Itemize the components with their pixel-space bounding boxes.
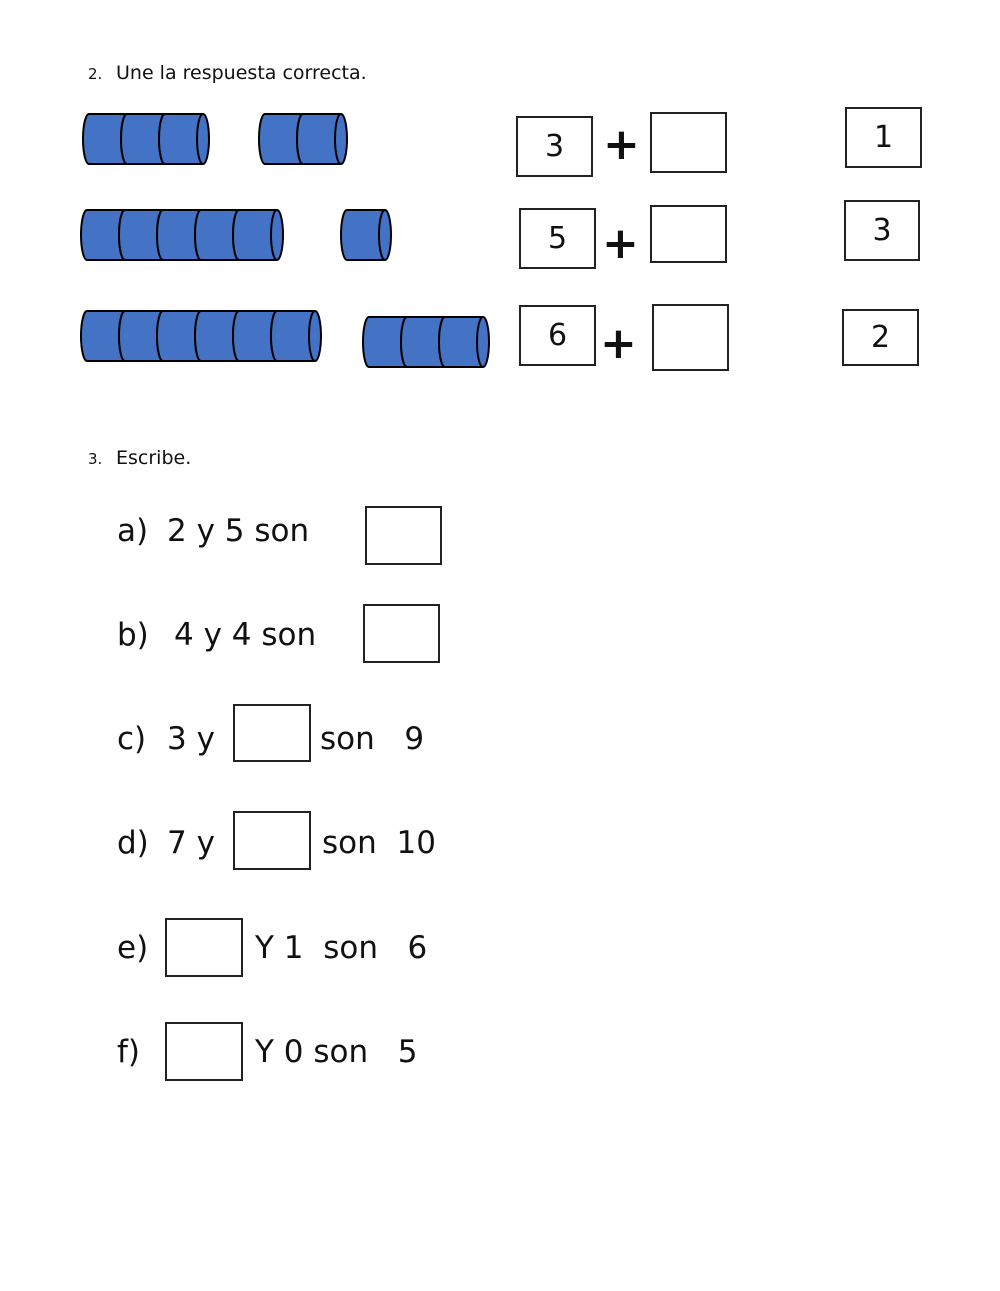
item-c-text: 3 y	[167, 721, 215, 757]
cubes-row-3-group-b	[360, 315, 500, 371]
linking-cube	[297, 114, 347, 164]
cubes-row-1-group-b	[256, 112, 356, 168]
given-number-box-row-3: 6	[519, 305, 596, 366]
exercise-3-instruction: Escribe.	[116, 447, 192, 469]
item-d-answer-field[interactable]	[233, 811, 311, 870]
exercise-2-number: 2.	[88, 65, 103, 83]
item-c-label: c)	[117, 721, 147, 757]
exercise-3-heading	[88, 447, 191, 469]
item-c-result: son 9	[320, 721, 425, 757]
linking-cube	[233, 210, 283, 260]
item-f-label: f)	[117, 1034, 141, 1070]
cubes-row-2-group-a	[78, 208, 293, 264]
item-d-label: d)	[117, 825, 149, 861]
item-e-label: e)	[117, 930, 149, 966]
given-number-box-row-2: 5	[519, 208, 596, 269]
item-d-result: son 10	[322, 825, 436, 861]
item-c-answer-field[interactable]	[233, 704, 311, 762]
answer-option-row-2[interactable]: 3	[844, 200, 920, 261]
linking-cube	[271, 311, 321, 361]
given-number-box-row-1: 3	[516, 116, 593, 177]
cubes-row-1-group-a	[80, 112, 220, 168]
item-f-answer-field[interactable]	[165, 1022, 243, 1081]
answer-blank-row-2[interactable]	[650, 205, 727, 263]
item-b-answer-field[interactable]	[363, 604, 440, 663]
plus-sign-row-1: +	[603, 119, 640, 170]
item-a-answer-field[interactable]	[365, 506, 442, 565]
linking-cube	[439, 317, 489, 367]
linking-cube	[159, 114, 209, 164]
exercise-2-instruction: Une la respuesta correcta.	[116, 62, 367, 84]
item-b-label: b)	[117, 617, 149, 653]
item-e-result: Y 1 son 6	[255, 930, 428, 966]
exercise-3-number: 3.	[88, 450, 103, 468]
plus-sign-row-2: +	[602, 218, 639, 269]
item-a-text: 2 y 5 son	[167, 513, 310, 549]
cubes-row-2-group-b	[338, 208, 398, 264]
answer-option-row-3[interactable]: 2	[842, 309, 919, 366]
plus-sign-row-3: +	[600, 318, 637, 369]
answer-blank-row-3[interactable]	[652, 304, 729, 371]
item-d-text: 7 y	[167, 825, 215, 861]
item-e-answer-field[interactable]	[165, 918, 243, 977]
item-a-label: a)	[117, 513, 149, 549]
exercise-2-heading	[88, 62, 367, 84]
item-f-result: Y 0 son 5	[255, 1034, 418, 1070]
cubes-row-3-group-a	[78, 309, 333, 365]
answer-option-row-1[interactable]: 1	[845, 107, 922, 168]
answer-blank-row-1[interactable]	[650, 112, 727, 173]
linking-cube	[341, 210, 391, 260]
item-b-text: 4 y 4 son	[174, 617, 317, 653]
